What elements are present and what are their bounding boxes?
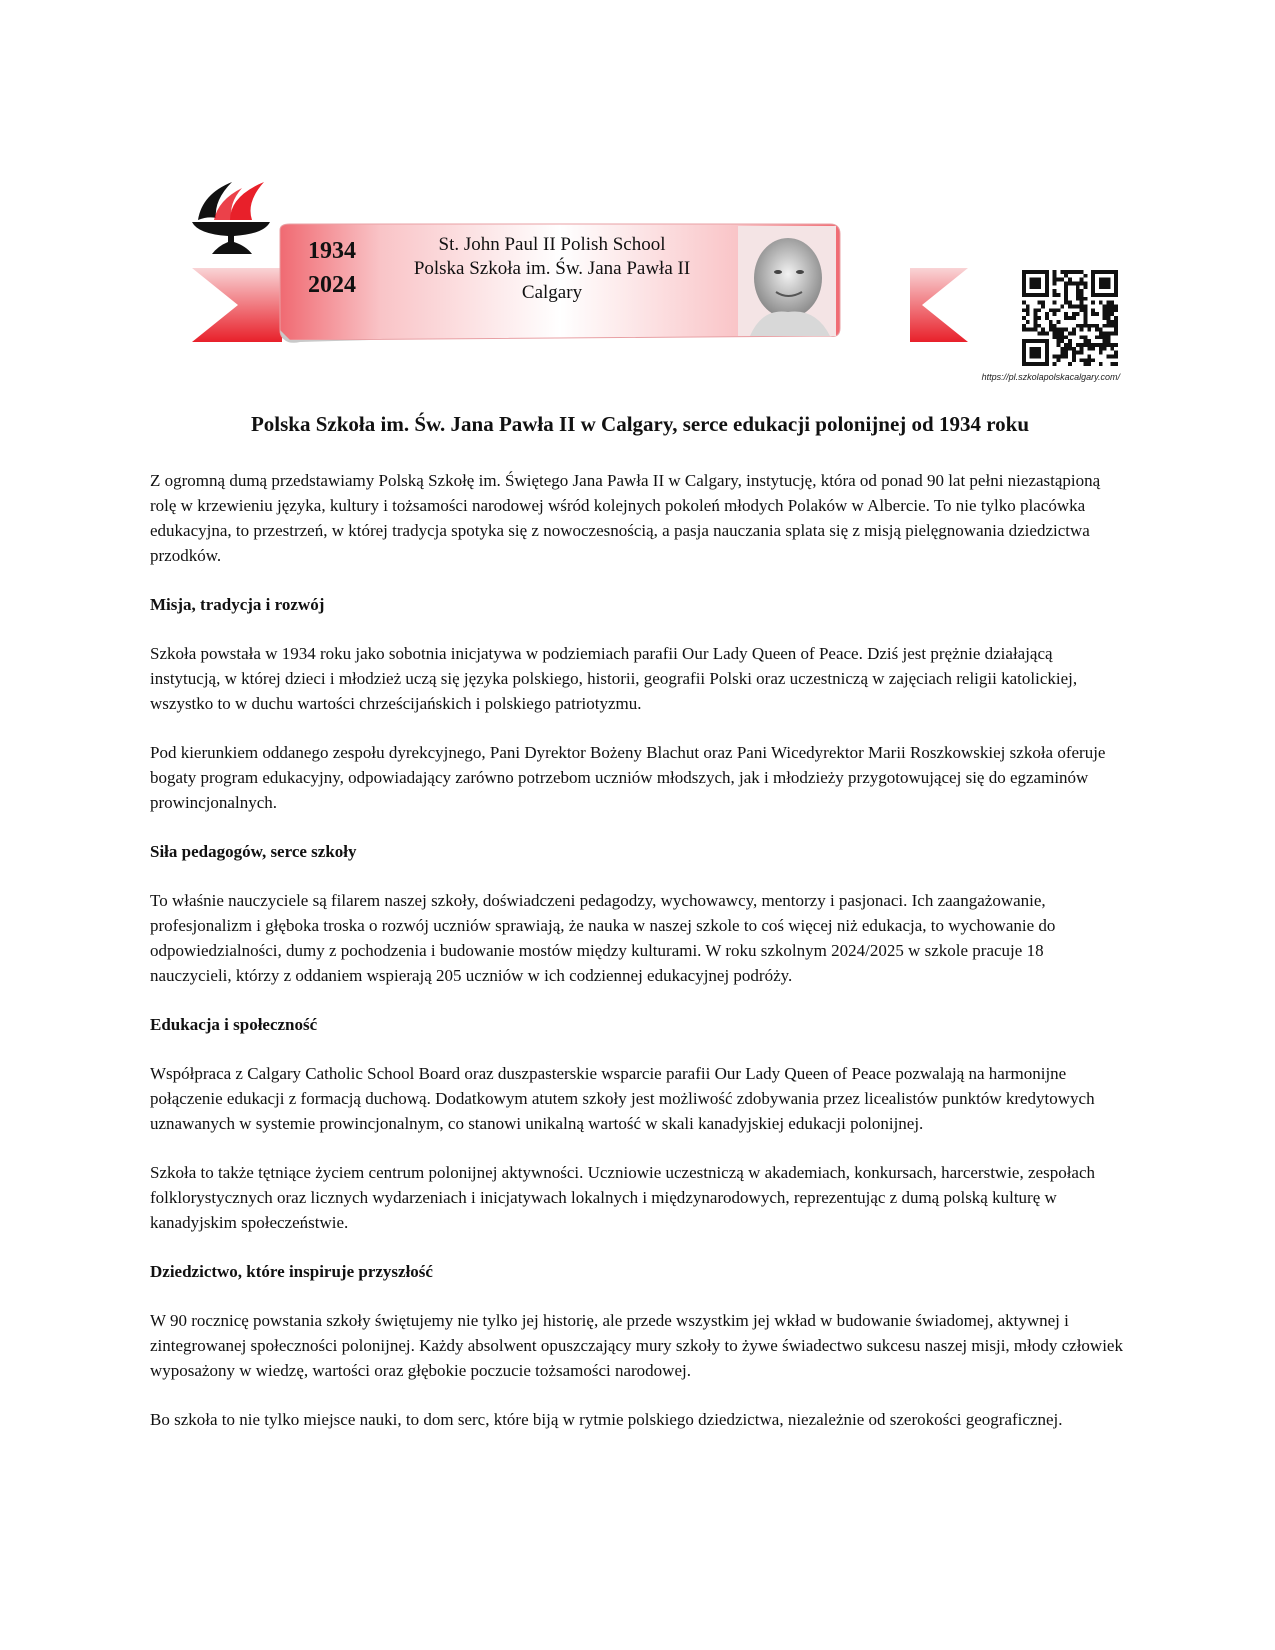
paragraph: Szkoła to także tętniące życiem centrum polonijnej aktywności. Uczniowie uczestniczą w akademiach, konkursach, harcerstwie, zespołach folklorystycznych oraz licznych wydarzeniach i inicjatywach lokalnych i międzynarodowych, reprezentując z dumą polską kulturę w kanadyjskim społeczeństwie.	[150, 1163, 1096, 1232]
ribbon-tail-left	[192, 268, 282, 342]
section-heading: Edukacja i społeczność	[150, 1015, 318, 1034]
paragraph: Bo szkoła to nie tylko miejsce nauki, to dom serc, które biją w rytmie polskiego dziedzictwa, niezależnie od szerokości geograficznej.	[150, 1410, 1063, 1429]
section-heading: Misja, tradycja i rozwój	[150, 595, 325, 614]
school-banner	[190, 180, 970, 360]
paragraph: Pod kierunkiem oddanego zespołu dyrekcyjnego, Pani Dyrektor Bożeny Blachut oraz Pani Wicedyrektor Marii Roszkowskiej szkoła oferuje bogaty program edukacyjny, odpowiadający zarówno potrzebom uczniów młodszych, jak i młodzieży przygotowującej się do egzaminów prowincjonalnych.	[150, 743, 1106, 812]
article-body	[150, 468, 1125, 1456]
year-start: 1934	[308, 238, 356, 264]
page-title: Polska Szkoła im. Św. Jana Pawła II w Calgary, serce edukacji polonijnej od 1934 roku	[250, 412, 1030, 436]
chalice-flame-logo-icon	[192, 182, 270, 254]
paragraph: Z ogromną dumą przedstawiamy Polską Szkołę im. Świętego Jana Pawła II w Calgary, instytucję, która od ponad 90 lat pełni niezastąpioną rolę w krzewieniu języka, kultury i tożsamości narodowej wśród kolejnych pokoleń młodych Polaków w Albercie. To nie tylko placówka edukacyjna, to przestrzeń, w której tradycja spotyka się z nowoczesnością, a pasja nauczania splata się z misją pielęgnowania dziedzictwa przodków.	[150, 471, 1101, 565]
qr-code-icon[interactable]	[1022, 270, 1118, 366]
section-heading: Dziedzictwo, które inspiruje przyszłość	[150, 1262, 433, 1281]
paragraph: Współpraca z Calgary Catholic School Board oraz duszpasterskie wsparcie parafii Our Lady Queen of Peace pozwalają na harmonijne połączenie edukacji z formacją duchową. Dodatkowym atutem szkoły jest możliwość zdobywania przez licealistów punktów kredytowych uznawanych w systemie prowincjonalnym, co stanowi unikalną wartość w skali kanadyjskiej edukacji polonijnej.	[150, 1064, 1095, 1133]
website-url[interactable]: https://pl.szkolapolskacalgary.com/	[981, 372, 1120, 382]
school-city: Calgary	[521, 282, 583, 303]
paragraph: To właśnie nauczyciele są filarem naszej szkoły, doświadczeni pedagodzy, wychowawcy, mentorzy i pasjonaci. Ich zaangażowanie, profesjonalizm i głęboka troska o rozwój uczniów sprawiają, że nauka w naszej szkole to coś więcej niż edukacja, to wychowanie do odpowiedzialności, dumy z pochodzenia i budowanie mostów między kulturami. W roku szkolnym 2024/2025 w szkole pracuje 18 nauczycieli, którzy z oddaniem wspierają 205 uczniów w ich codziennej edukacyjnej podróży.	[150, 891, 1056, 985]
section-heading: Siła pedagogów, serce szkoły	[150, 842, 357, 861]
school-name-en: St. John Paul II Polish School	[438, 234, 666, 255]
year-end: 2024	[308, 272, 356, 298]
paragraph: Szkoła powstała w 1934 roku jako sobotnia inicjatywa w podziemiach parafii Our Lady Queen of Peace. Dziś jest prężnie działającą instytucją, w której dzieci i młodzież uczą się języka polskiego, historii, geografii Polski oraz uczestniczą w zajęciach religii katolickiej, wszystko to w duchu wartości chrześcijańskich i polskiego patriotyzmu.	[150, 644, 1078, 713]
ribbon-tail-right	[910, 268, 968, 342]
paragraph: W 90 rocznicę powstania szkoły świętujemy nie tylko jej historię, ale przede wszystkim jej wkład w budowanie świadomej, aktywnej i zintegrowanej społeczności polonijnej. Każdy absolwent opuszczający mury szkoły to żywe świadectwo sukcesu naszej misji, młody człowiek wyposażony w wiedzę, wartości oraz głębokie poczucie tożsamości narodowej.	[150, 1311, 1123, 1380]
school-name-pl: Polska Szkoła im. Św. Jana Pawła II	[413, 258, 691, 279]
portrait-image	[738, 226, 836, 336]
